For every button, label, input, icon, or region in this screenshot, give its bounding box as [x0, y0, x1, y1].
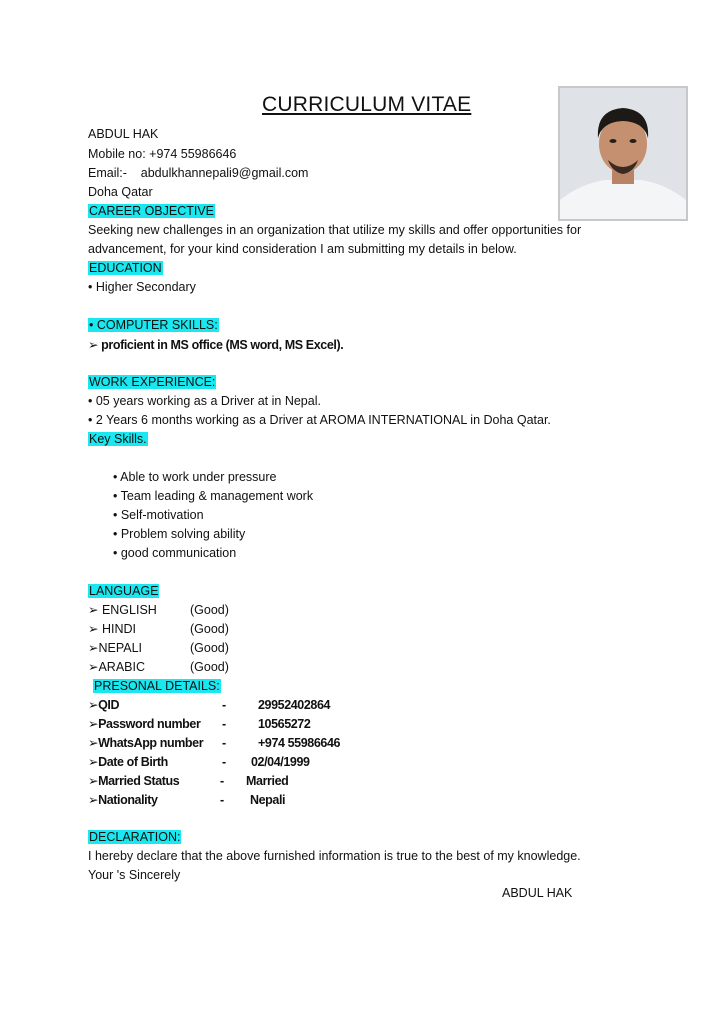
language-name: ➢ ENGLISH — [88, 603, 157, 617]
personal-detail-label: ➢Password number — [88, 717, 201, 731]
personal-detail-row — [88, 754, 310, 770]
contact-mobile: Mobile no: +974 55986646 — [88, 147, 237, 161]
language-level: (Good) — [190, 622, 229, 636]
key-skills-heading: Key Skills. — [89, 432, 147, 446]
personal-detail-value: Nepali — [250, 793, 286, 807]
language-name: ➢NEPALI — [88, 641, 143, 655]
personal-detail-row — [88, 735, 340, 751]
language-row — [88, 640, 229, 656]
key-skill-item: • Able to work under pressure — [113, 470, 277, 484]
personal-detail-separator: - — [220, 793, 224, 807]
personal-detail-label: ➢QID — [88, 698, 120, 712]
signature-name: ABDUL HAK — [502, 886, 573, 900]
personal-detail-separator: - — [222, 698, 226, 712]
work-experience-item: • 2 Years 6 months working as a Driver at AROMA INTERNATIONAL in Doha Qatar. — [88, 413, 551, 427]
education-heading: EDUCATION — [89, 261, 162, 275]
personal-detail-value: 10565272 — [258, 717, 311, 731]
contact-name: ABDUL HAK — [88, 127, 159, 141]
declaration-heading: DECLARATION: — [89, 830, 181, 844]
education-item: • Higher Secondary — [88, 280, 196, 294]
personal-detail-label: ➢Date of Birth — [88, 755, 168, 769]
language-heading: LANGUAGE — [89, 584, 159, 598]
personal-detail-row — [88, 773, 288, 789]
personal-detail-label: ➢Nationality — [88, 793, 158, 807]
profile-photo — [558, 86, 688, 221]
language-row — [88, 621, 229, 637]
personal-details-heading: PRESONAL DETAILS: — [94, 679, 220, 693]
key-skill-item: • good communication — [113, 546, 237, 560]
personal-detail-row — [88, 697, 330, 713]
language-name: ➢ HINDI — [88, 622, 136, 636]
computer-skills-item: ➢ proficient in MS office (MS word, MS Excel). — [88, 338, 344, 352]
language-level: (Good) — [190, 660, 229, 674]
personal-detail-row — [88, 792, 285, 808]
key-skill-item: • Problem solving ability — [113, 527, 246, 541]
personal-detail-label: ➢Married Status — [88, 774, 180, 788]
declaration-text: I hereby declare that the above furnished information is true to the best of my knowledge. — [88, 849, 581, 863]
declaration-closing: Your 's Sincerely — [88, 868, 181, 882]
computer-skills-heading: • COMPUTER SKILLS: — [89, 318, 218, 332]
personal-detail-row — [88, 716, 310, 732]
personal-detail-value: 02/04/1999 — [251, 755, 310, 769]
personal-detail-separator: - — [220, 774, 224, 788]
work-experience-heading: WORK EXPERIENCE: — [89, 375, 216, 389]
page-title: CURRICULUM VITAE — [262, 93, 472, 116]
work-experience-item: • 05 years working as a Driver at in Nepal. — [88, 394, 321, 408]
key-skill-item: • Team leading & management work — [113, 489, 314, 503]
career-objective-line1: Seeking new challenges in an organization that utilize my skills and offer opportunities for — [88, 223, 582, 237]
language-level: (Good) — [190, 641, 229, 655]
contact-email: Email:- abdulkhannepali9@gmail.com — [88, 166, 309, 180]
personal-detail-label: ➢WhatsApp number — [88, 736, 204, 750]
career-objective-line2: advancement, for your kind consideration I am submitting my details in below. — [88, 242, 517, 256]
career-objective-heading: CAREER OBJECTIVE — [89, 204, 215, 218]
language-row — [88, 659, 229, 675]
personal-detail-separator: - — [222, 755, 226, 769]
contact-location: Doha Qatar — [88, 185, 153, 199]
key-skill-item: • Self-motivation — [113, 508, 204, 522]
language-name: ➢ARABIC — [88, 660, 146, 674]
personal-detail-separator: - — [222, 736, 226, 750]
profile-photo-image — [560, 88, 686, 219]
personal-detail-value: 29952402864 — [258, 698, 331, 712]
personal-detail-value: Married — [246, 774, 289, 788]
personal-detail-separator: - — [222, 717, 226, 731]
language-level: (Good) — [190, 603, 229, 617]
language-row — [88, 602, 229, 618]
personal-detail-value: +974 55986646 — [258, 736, 341, 750]
